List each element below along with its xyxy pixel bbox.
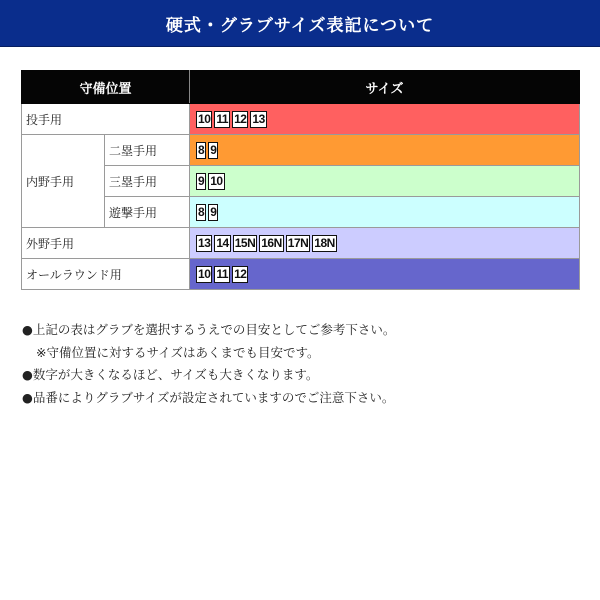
size-chip: 8 (198, 142, 205, 157)
size-chip: 16N (261, 235, 282, 250)
position-label-infield: 内野手用 (22, 135, 105, 228)
page-title: 硬式・グラブサイズ表記について (165, 15, 435, 36)
size-chip: 10 (198, 266, 211, 281)
size-chip: 13 (252, 111, 265, 126)
size-cell-outfield (190, 228, 580, 259)
position-label-third: 三塁手用 (105, 166, 190, 197)
position-label-outfield: 外野手用 (22, 228, 190, 259)
size-chip: 10 (198, 111, 211, 126)
note-line: ●上記の表はグラブを選択するうえでの目安としてご参考下さい。 (22, 322, 396, 337)
size-chip: 13 (198, 235, 211, 250)
size-cell-allround (190, 259, 580, 290)
size-chip: 12 (234, 111, 247, 126)
position-label-allround: オールラウンド用 (22, 259, 190, 290)
size-chip: 12 (234, 266, 247, 281)
header-size: サイズ (190, 71, 580, 104)
page-title-banner (0, 0, 600, 47)
table-row-short (22, 197, 580, 228)
size-chip: 18N (314, 235, 335, 250)
table-row-pitcher (22, 104, 580, 135)
position-label-second: 二塁手用 (105, 135, 190, 166)
table-row-outfield (22, 228, 580, 259)
size-chip: 10 (210, 173, 223, 188)
note-line: ●品番によりグラブサイズが設定されていますのでご注意下さい。 (22, 389, 395, 405)
table-row-third (22, 166, 580, 197)
size-cell-second (190, 135, 580, 166)
size-cell-pitcher (190, 104, 580, 135)
size-chip: 9 (210, 142, 217, 157)
size-cell-third (190, 166, 580, 197)
glove-size-table (21, 70, 580, 290)
size-chip: 9 (198, 173, 205, 188)
note-line: ●数字が大きくなるほど、サイズも大きくなります。 (22, 367, 319, 382)
size-chip: 9 (210, 204, 217, 219)
note-subline: ※守備位置に対するサイズはあくまでも目安です。 (36, 344, 320, 360)
notes (22, 319, 582, 409)
size-chip: 15N (234, 235, 256, 250)
position-label-short: 遊撃手用 (105, 197, 190, 228)
size-chip: 17N (287, 235, 309, 250)
size-cell-short (190, 197, 580, 228)
header-position: 守備位置 (22, 71, 190, 104)
size-chip: 14 (216, 235, 229, 250)
size-chip: 8 (198, 204, 205, 219)
table-header-row (22, 71, 580, 104)
table-row-second (22, 135, 580, 166)
table-row-allround (22, 259, 580, 290)
position-label-pitcher: 投手用 (22, 104, 190, 135)
size-chip: 11 (216, 266, 229, 281)
size-chip: 11 (216, 111, 229, 126)
